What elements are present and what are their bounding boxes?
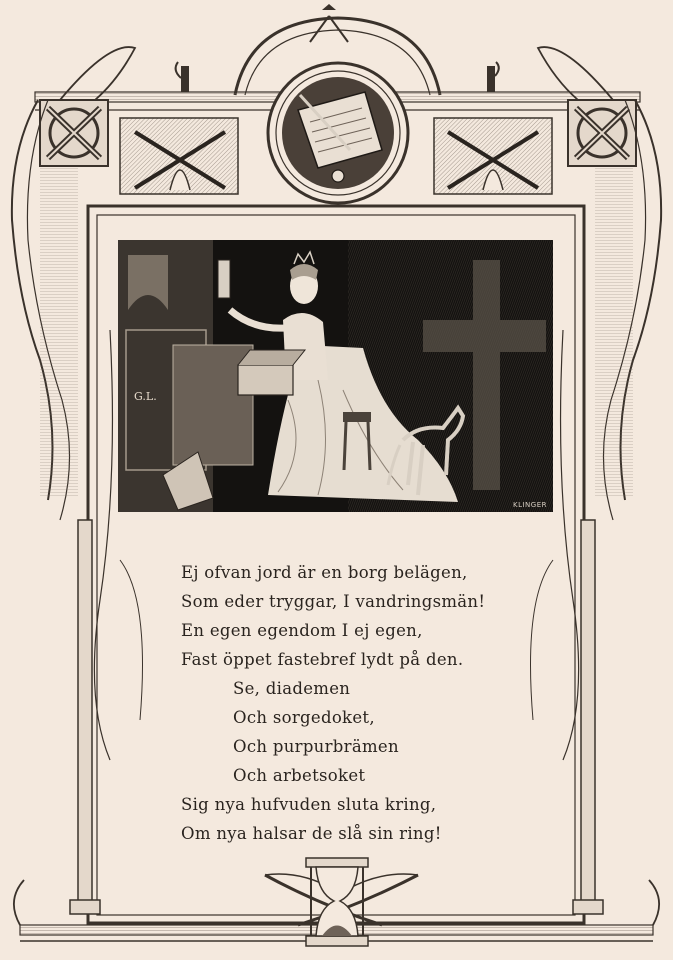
poem-line: Sig nya hufvuden sluta kring, <box>181 795 437 814</box>
crossed-torches-icon <box>434 62 552 194</box>
poem-line: Som eder tryggar, I vandringsmän! <box>181 592 486 611</box>
scroll-medallion-icon <box>268 63 408 203</box>
lattice-panel-icon <box>40 100 108 166</box>
engraver-signature: KLINGER <box>512 501 547 509</box>
poem-line: Fast öppet fastebref lydt på den. <box>181 650 464 669</box>
poem-line: Se, diademen <box>233 679 351 698</box>
poem-line: Och sorgedoket, <box>233 708 375 727</box>
illustration-signature: G.L. <box>134 390 157 403</box>
poem-line: Ej ofvan jord är en borg belägen, <box>181 563 468 582</box>
engraved-illustration <box>118 240 553 512</box>
poem-line: Och purpurbrämen <box>233 737 399 756</box>
illustration-scene <box>118 240 553 512</box>
crossed-torches-icon <box>120 62 238 194</box>
poem-line: En egen egendom I ej egen, <box>181 621 423 640</box>
poem <box>181 558 521 848</box>
poem-line: Om nya halsar de slå sin ring! <box>181 824 442 843</box>
poem-line: Och arbetsoket <box>233 766 366 785</box>
lattice-panel-icon <box>568 100 636 166</box>
